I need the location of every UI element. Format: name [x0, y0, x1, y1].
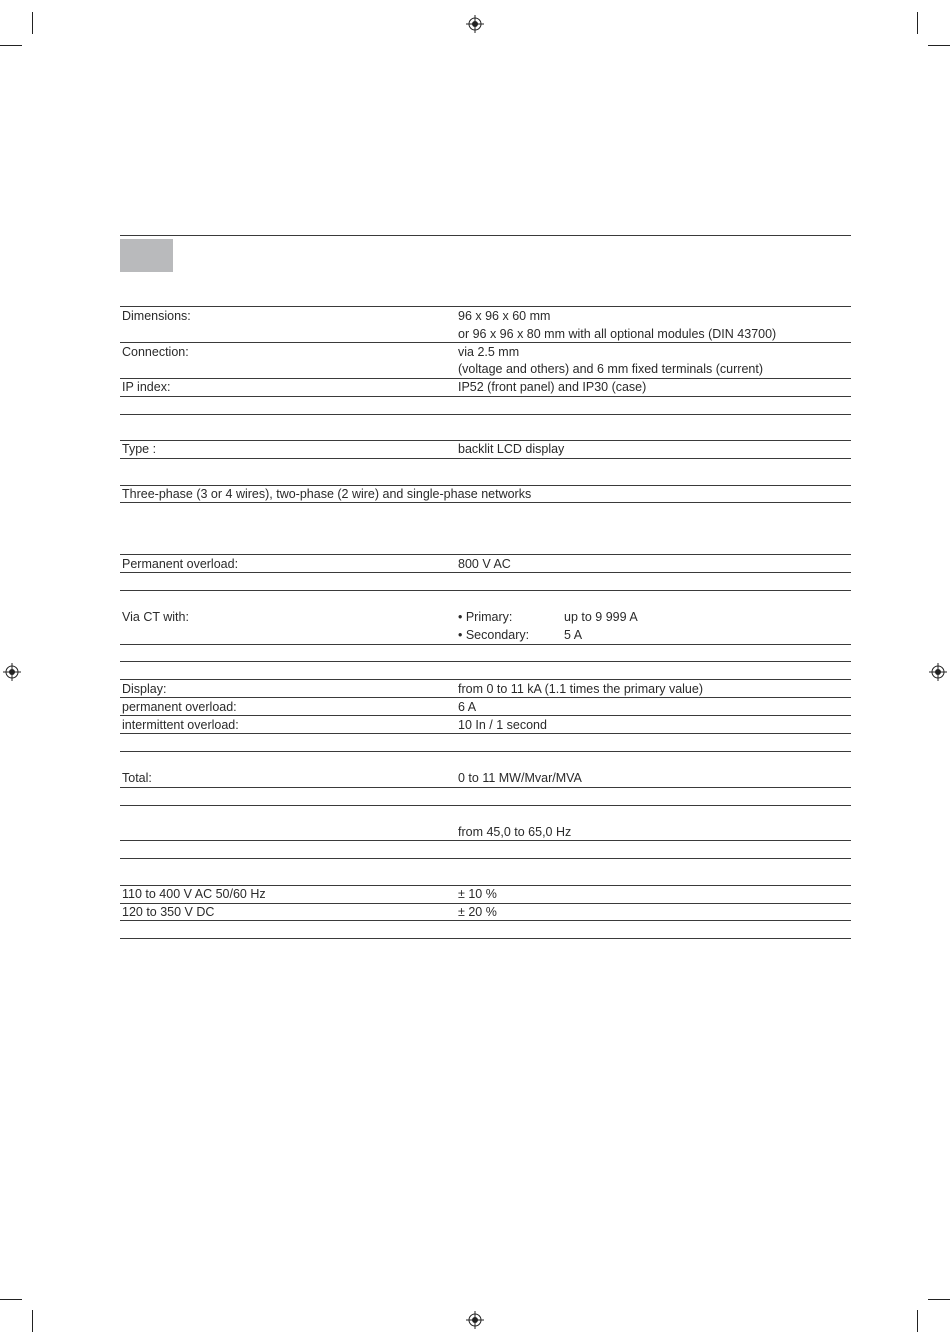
registration-mark-icon [466, 15, 484, 33]
registration-mark-icon [929, 663, 947, 681]
supply-ac-value: ± 10 % [458, 887, 497, 901]
ip-index-label: IP index: [122, 380, 171, 394]
crop-mark [917, 1310, 918, 1332]
crop-mark [928, 45, 950, 46]
divider [120, 396, 851, 397]
divider [120, 885, 851, 886]
divider [120, 306, 851, 307]
divider [120, 378, 851, 379]
current-display-value: from 0 to 11 kA (1.1 times the primary value) [458, 682, 704, 696]
connection-value: via 2.5 mm [458, 345, 520, 359]
ct-primary-value: up to 9 999 A [564, 610, 638, 624]
divider [120, 414, 851, 415]
divider [120, 679, 851, 680]
divider [120, 554, 851, 555]
divider [120, 920, 851, 921]
divider [120, 840, 851, 841]
display-type-label: Type : [122, 442, 157, 456]
divider [120, 644, 851, 645]
supply-dc-label: 120 to 350 V DC [122, 905, 215, 919]
divider [120, 661, 851, 662]
frequency-value: from 45,0 to 65,0 Hz [458, 825, 572, 839]
supply-dc-value: ± 20 % [458, 905, 497, 919]
crop-mark [32, 1310, 33, 1332]
crop-mark [928, 1299, 950, 1300]
divider [120, 903, 851, 904]
registration-mark-icon [3, 663, 21, 681]
current-inter-label: intermittent overload: [122, 718, 239, 732]
display-type-value: backlit LCD display [458, 442, 565, 456]
divider [120, 485, 851, 486]
divider [120, 697, 851, 698]
divider [120, 805, 851, 806]
current-display-label: Display: [122, 682, 167, 696]
divider [120, 458, 851, 459]
power-value: 0 to 11 MW/Mvar/MVA [458, 771, 582, 785]
section-tab [120, 239, 173, 272]
divider [120, 751, 851, 752]
current-perm-label: permanent overload: [122, 700, 237, 714]
divider [120, 590, 851, 591]
crop-mark [0, 1299, 22, 1300]
ip-index-value: IP52 (front panel) and IP30 (case) [458, 380, 647, 394]
ct-secondary-value: 5 A [564, 628, 583, 642]
divider [120, 572, 851, 573]
voltage-overload-label: Permanent overload: [122, 557, 239, 571]
dimensions-value: 96 x 96 x 60 mm [458, 309, 551, 323]
divider [120, 733, 851, 734]
divider [120, 342, 851, 343]
current-inter-value: 10 In / 1 second [458, 718, 547, 732]
connection-value-2: (voltage and others) and 6 mm fixed terminals (current) [458, 362, 763, 376]
voltage-overload-value: 800 V AC [458, 557, 511, 571]
ct-secondary-label: • Secondary: [458, 628, 530, 642]
crop-mark [917, 12, 918, 34]
divider [120, 440, 851, 441]
supply-ac-label: 110 to 400 V AC 50/60 Hz [122, 887, 266, 901]
connection-label: Connection: [122, 345, 189, 359]
dimensions-value-2: or 96 x 96 x 80 mm with all optional modules (DIN 43700) [458, 327, 777, 341]
divider [120, 858, 851, 859]
current-perm-value: 6 A [458, 700, 477, 714]
ct-primary-label: • Primary: [458, 610, 513, 624]
registration-mark-icon [466, 1311, 484, 1329]
divider [120, 715, 851, 716]
dimensions-label: Dimensions: [122, 309, 191, 323]
crop-mark [0, 45, 22, 46]
power-label: Total: [122, 771, 152, 785]
header-rule [120, 235, 851, 236]
divider [120, 938, 851, 939]
networks-text: Three-phase (3 or 4 wires), two-phase (2 wire) and single-phase networks [122, 487, 532, 501]
crop-mark [32, 12, 33, 34]
divider [120, 502, 851, 503]
ct-label: Via CT with: [122, 610, 189, 624]
divider [120, 787, 851, 788]
